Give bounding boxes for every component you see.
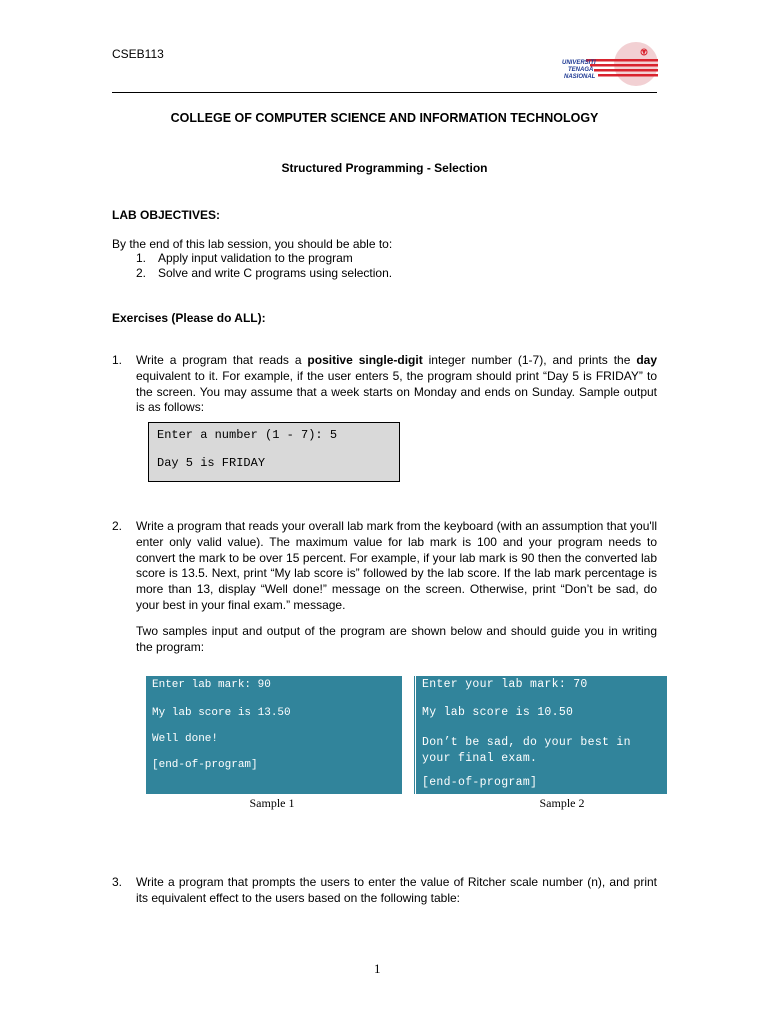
exercise-1-text-part: integer number (1-7), and prints the xyxy=(422,353,637,367)
exercise-2-samples-intro: Two samples input and output of the program are shown below and should guide you in writing the program: xyxy=(136,624,657,654)
sample-2-caption: Sample 2 xyxy=(539,796,585,810)
terminal-line: My lab score is 10.50 xyxy=(422,706,574,719)
terminal-line: My lab score is 13.50 xyxy=(152,707,291,719)
terminal-line: your final exam. xyxy=(422,752,538,765)
terminal-line: Enter your lab mark: 70 xyxy=(422,678,588,691)
college-title: COLLEGE OF COMPUTER SCIENCE AND INFORMATION TECHNOLOGY xyxy=(170,111,599,125)
terminal-line: Enter lab mark: 90 xyxy=(152,679,271,691)
exercise-3-number: 3. xyxy=(112,875,123,889)
exercise-1-number: 1. xyxy=(112,353,123,367)
exercise-1-bold: day xyxy=(636,353,657,367)
sample-output-line: Day 5 is FRIDAY xyxy=(157,456,266,470)
terminal-line: Well done! xyxy=(152,733,219,745)
header-divider xyxy=(112,92,657,93)
objective-number: 2. xyxy=(136,266,147,280)
sample-output-line: Enter a number (1 - 7): 5 xyxy=(157,428,338,442)
sample-1-terminal xyxy=(146,676,399,794)
exercise-1-sample-output xyxy=(148,422,400,482)
lab-title: Structured Programming - Selection xyxy=(281,161,488,175)
panel-separator xyxy=(401,676,415,794)
exercise-3-text: Write a program that prompts the users to enter the value of Ritcher scale number (n), and print its equivalent effect to the users based on the following table: xyxy=(136,875,657,905)
objective-item xyxy=(136,251,353,265)
exercise-1-bold: positive single-digit xyxy=(307,353,423,367)
page-number: 1 xyxy=(374,961,381,976)
logo-text-line-1: UNIVERSITI xyxy=(562,60,596,66)
exercise-1-text-part: Write a program that reads a xyxy=(136,353,308,367)
terminal-line: [end-of-program] xyxy=(422,776,538,789)
logo-text-line-2: TENAGA xyxy=(568,67,594,73)
exercise-2-text: Write a program that reads your overall lab mark from the keyboard (with an assumption that you'll enter only valid value). The maximum value for lab mark is 100 and your program needs to convert the mark to be over 15 percent. For example, if your lab mark is 90 then the converted lab score is 13.5. Next, print “My lab score is” followed by the lab score. If the lab mark percentage is more than 13, display “Well done!” message on the screen. Otherwise, print “Don’t be sad, do your best in your final exam.” message. xyxy=(136,519,657,612)
exercises-heading: Exercises (Please do ALL): xyxy=(112,311,266,325)
terminal-line: Don’t be sad, do your best in xyxy=(422,736,631,749)
course-code: CSEB113 xyxy=(112,47,164,61)
objectives-intro: By the end of this lab session, you should be able to: xyxy=(112,237,393,251)
terminal-line: [end-of-program] xyxy=(152,759,258,771)
university-logo xyxy=(560,40,658,88)
sample-2-terminal xyxy=(416,676,667,794)
sample-1-caption: Sample 1 xyxy=(249,796,295,810)
objective-text: Apply input validation to the program xyxy=(158,251,353,265)
exercise-2-number: 2. xyxy=(112,519,123,533)
logo-text-line-3: NASIONAL xyxy=(564,74,596,80)
objective-item xyxy=(136,266,392,280)
objective-number: 1. xyxy=(136,251,147,265)
exercise-1-text xyxy=(136,353,657,416)
objectives-heading: LAB OBJECTIVES: xyxy=(112,208,221,222)
exercise-1-text-part: equivalent to it. For example, if the user enters 5, the program should print “Day 5 is FRIDAY” to the screen. You may assume that a week starts on Monday and ends on Sunday. Sample output is as follows: xyxy=(136,368,657,415)
objective-text: Solve and write C programs using selection. xyxy=(158,266,393,280)
